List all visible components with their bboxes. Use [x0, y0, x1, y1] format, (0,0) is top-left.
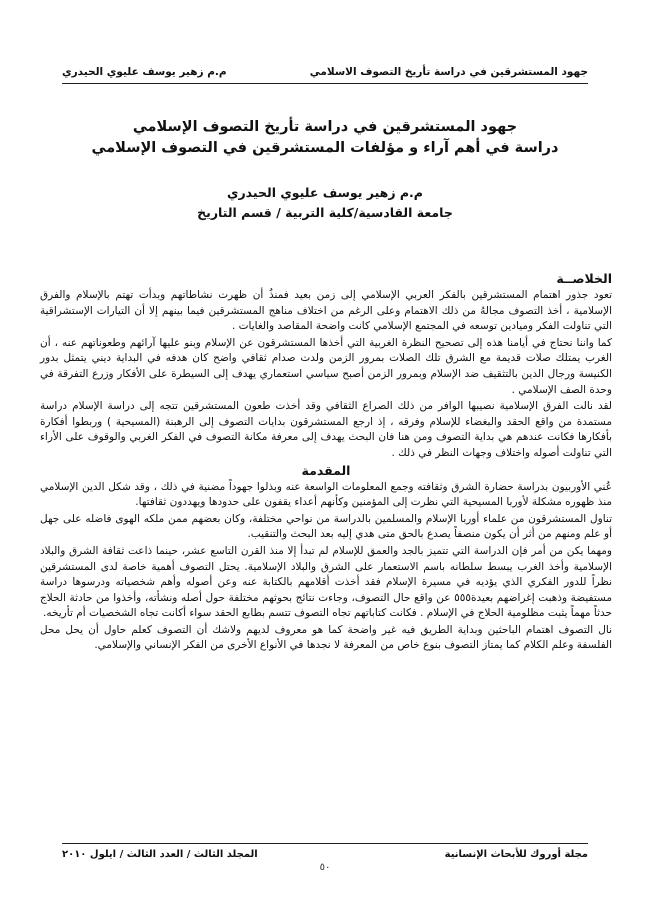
article-body — [40, 270, 612, 654]
article-title-line-1: جهود المستشرقين في دراسة تأريخ التصوف الإسلامي — [132, 119, 518, 135]
intro-heading: المقدمة — [301, 462, 351, 478]
summary-paragraph: لقد نالت الفرق الإسلامية نصيبها الوافر من ذلك الصراع الثقافي وقد أخذت طعون المستشرقين تتجه إلى دراسة الإسلام دراسة مستمدة من واقع الحقد والبغضاء للإسلام وفرقه ، إذ ارجع المستشرقون بدايات التصوف إلى الرهبنة (المسيحية ) وربطوا أفكارة بأفكارها فكانت عندهم هي بداية التصوف ومن هنا فان البحث يهدف إلى معرفة مكانة التصوف في الفكر الغربي والوقوف على الأراء التي تناولت أصوله واختلاف وجهات النظر في ذلك . — [40, 400, 612, 459]
running-header-title: جهود المستشرقين في دراسة تأريخ التصوف الاسلامي — [309, 66, 588, 78]
article-affiliation: جامعة القادسية/كلية التربية / قسم التاريخ — [197, 205, 453, 220]
running-header-author: م.م زهير يوسف عليوي الحيدري — [62, 66, 227, 78]
summary-heading: الخلاصــة — [556, 271, 612, 286]
intro-paragraph: عُني الأوربيون بدراسة حضارة الشرق وثقافته وجمع المعلومات الواسعة عنه وبذلوا جهوداً مضنية في ذلك ، وقد شكل الدين الإسلامي منذ ظهوره مشكلة لأوربا المسيحية التي نظرت إلى المؤمنين وكأنهم أعداء يقفون على حدودها ويهددون ثقافتها. — [40, 480, 612, 509]
article-title-block — [40, 117, 610, 223]
summary-paragraph: تعود جذور اهتمام المستشرقين بالفكر العربي الإسلامي إلى زمن بعيد فمنذُ أن ظهرت نشاطاتهم وبدأت تهتم بالإسلام والفرق الإسلامية ، أخذ التصوف مجالهُ من ذلك الاهتمام وعلى الرغم من اختلاف مناهج المستشرقين فيما بينهم إلا أن التيارات الإستشراقية التي تناولت الفكر وميادين توسعه في المجتمع الإسلامي كانت واضحة المقاصد والغايات . — [40, 289, 612, 333]
intro-paragraph: ومهما يكن من أمر فإن الدراسة التي تتميز بالجد والعمق للإسلام لم تبدأ إلا منذ القرن التاسع عشر، حينما ذاعت ثقافة الشرق والبلاد الإسلامية وأخذ الغرب يبسط سلطانه باسم الاستعمار على الشرق والبلاد الإسلامية. يحتل التصوف أهمية خاصة لدى المستشرقين نظراً للدور الفكري الذي يؤديه في مسيرة الإسلام فقد أخذت أقلامهم بالكتابة عنه وعن أصوله وأهم شخصياته ودرسوها دراسة مستفيضة وذهبت إغراضهم بعيدة٥٥٥ عن واقع حال التصوف، وجاءت نتائج بحوثهم مختلفة حول أصله ونشأته، وأخذوا من حادثة الحلاج حدثاً مهماً يثبت مظلومية الحلاج في الإسلام . فكانت كتاباتهم تجاه التصوف تتسم بطابع الحقد سواء أكانت تجاه الشخصيات أم تأريخه. — [40, 544, 612, 620]
article-title-line-2: دراسة في أهم آراء و مؤلفات المستشرقين في التصوف الإسلامي — [91, 140, 559, 156]
article-author: م.م زهير يوسف عليوي الحيدري — [227, 185, 423, 200]
running-header — [62, 66, 588, 84]
running-footer — [62, 843, 588, 860]
intro-paragraph: نال التصوف اهتمام الباحثين وبداية الطريق فيه غير واضحة كما هو معروف لديهم ولاشك أن التصوف كعلم حاول أن يحل محل الفلسفة وعلم الكلام كما يمتاز التصوف بنوع خاص من المعرفة لا نجدها في الأنواع الأخرى من الفكر الإنساني والإسلامي. — [40, 623, 612, 652]
summary-paragraph: كما واننا نحتاج في أيامنا هذه إلى تصحيح النظرة الغربية التي أخذها المستشرقون عن الإسلام وبنو عليها آرائهم وطعوناتهم عنه ، أن الغرب يمتلك صلات قديمة مع الشرق تلك الصلات بمرور الزمن ولدت صدام ثقافي واضح كان هدفه في البداية ديني يتمثل بدور الكنيسة ورجال الدين بالتثقيف ضد الإسلام وبمرور الزمن أصبح سياسي استعماري يهدف إلى السيطرة على الأفكار وزرع التفرقة في وحدة الصف الإسلامي . — [40, 336, 612, 396]
intro-paragraph: تناول المستشرقون من علماء أوربا الإسلام والمسلمين بالدراسة من نواحي مختلفة، وكان بعضهم ممن ملكه الهوى فاضله على جهل أو علم ومنهم من أثر أن يكون منصفاً يصدع بالحق متى هدي إليه بعد البحث والتنقيب. — [40, 512, 612, 541]
page-number: ٥٠ — [319, 862, 331, 873]
footer-journal: مجلة أوروك للأبحاث الإنسانية — [444, 849, 588, 860]
footer-issue: المجلد الثالث / العدد الثالث / ايلول ٢٠١٠ — [62, 849, 258, 860]
